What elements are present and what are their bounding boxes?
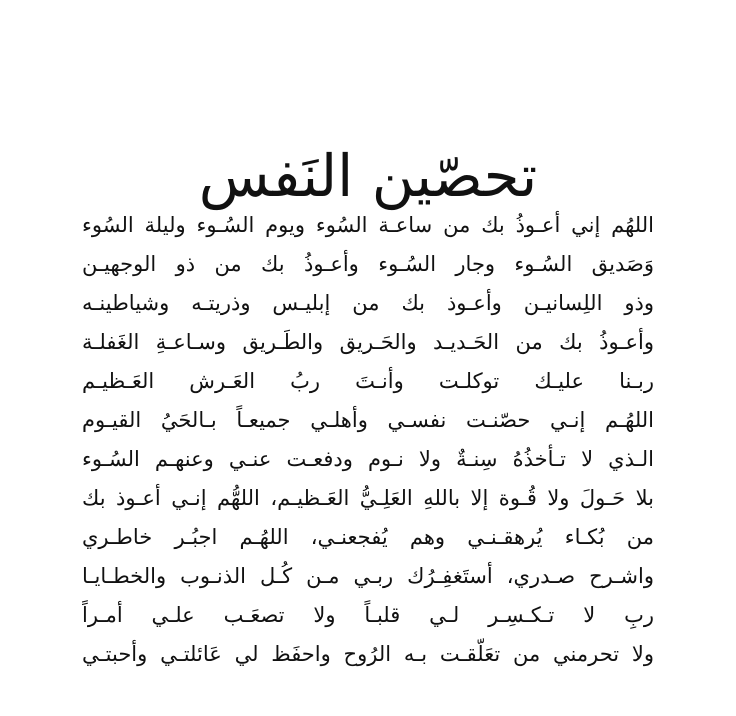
- text-line-8: بلا حَـولَ ولا قُـوة إلا باللهِ العَلِـيُّ العَـظيـم، اللهُّم إنـي أعـوذ بك: [82, 486, 654, 510]
- text-line-10: واشـرح صـدري، أستَغفِـرُك ربـي مـن كُـل الذنـوب والخطـايـا: [82, 564, 654, 588]
- text-line-6: اللهُـم إنـي حصّنـت نفسـي وأهلـي جميعـاً بـالحَيُ القيـوم: [82, 408, 654, 432]
- text-line-3: وذو اللِسانيـن وأعـوذ بك من إبليـس وذريتـه وشياطينـه: [82, 291, 654, 315]
- text-line-9: من بُكـاء يُرهقـنـي وهم يُفجعنـي، اللهُـم اجبُـر خاطـري: [82, 525, 654, 549]
- supplication-text: [82, 205, 654, 696]
- text-line-4: وأعـوذُ بك من الحَـديـد والحَـريق والطَـريق وسـاعـةِ الغَفلـة: [82, 330, 654, 354]
- text-line-5: ربـنا عليـك توكلـت وأنـتَ ربُ العَـرش العَـظيـم: [82, 369, 654, 393]
- text-line-2: وَصَديق السُـوء وجار السُـوء وأعـوذُ بك من ذو الوجهيـن: [82, 252, 654, 276]
- text-line-11: ربِ لا تـكـسِـر لـي قلبـاً ولا تصعَـب علـي أمـراً: [82, 603, 654, 627]
- text-line-7: الـذي لا تـأخذُهُ سِنـةٌ ولا نـوم ودفعـت عنـي وعنهـم السُـوء: [82, 447, 654, 471]
- text-line-12: ولا تحرمني من تعَلّقـت بـه الرُوح واحفَظ لي عَائلتـي وأحبتـي: [82, 642, 654, 666]
- text-line-1: اللهُم إني أعـوذُ بك من ساعـة السُوء ويوم السُـوء وليلة السُوء: [82, 213, 654, 237]
- document-title: تحصّين النَفس: [198, 141, 538, 210]
